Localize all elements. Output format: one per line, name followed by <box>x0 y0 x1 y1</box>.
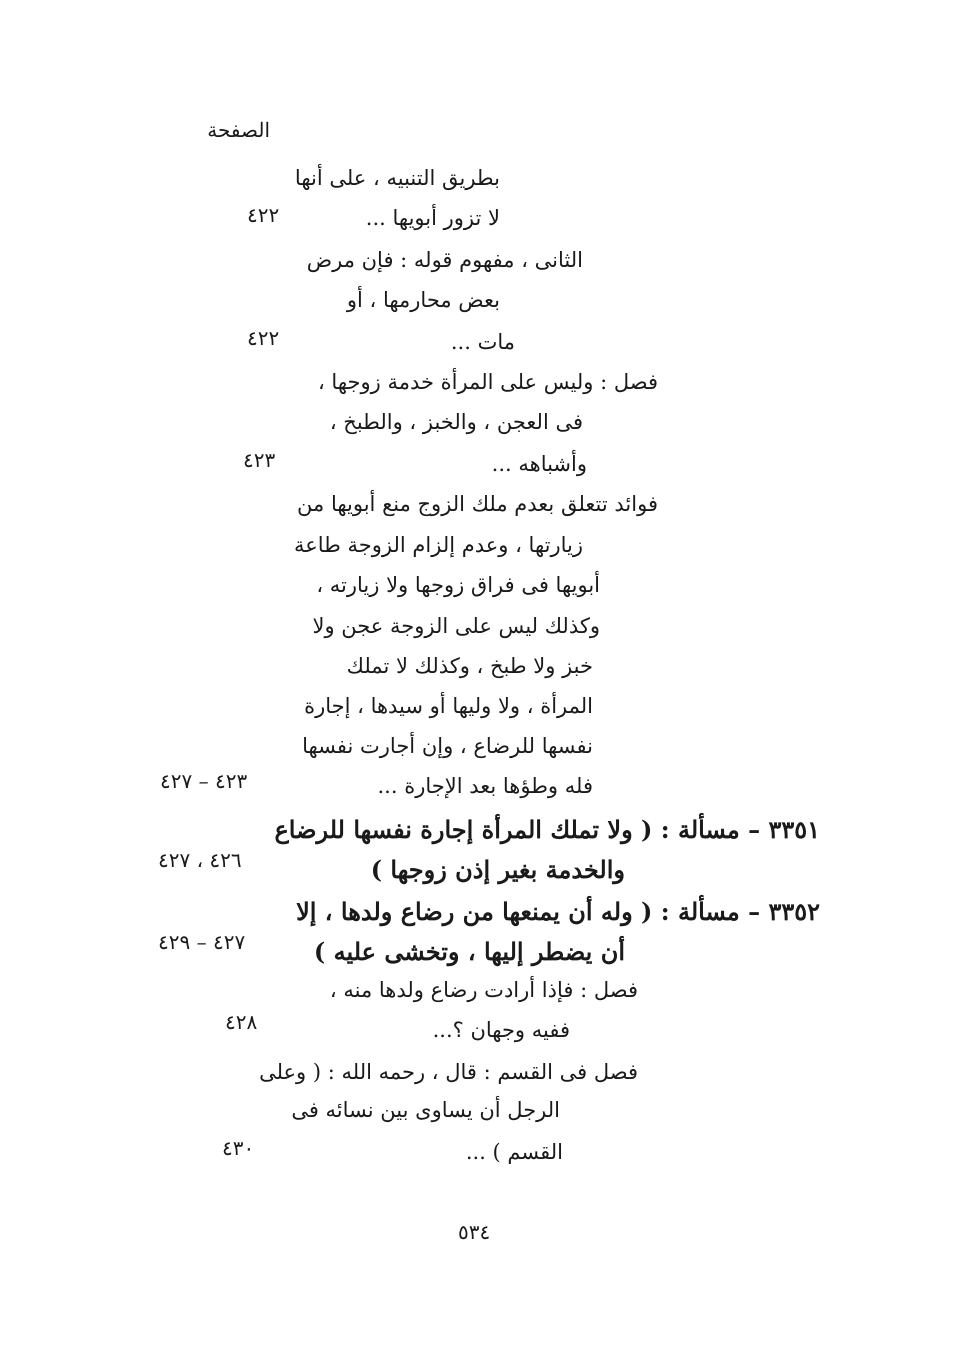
entry-line: أبويها فى فراق زوجها ولا زيارته ، <box>316 573 600 597</box>
entry-page-ref: ٤٢٦ ، ٤٢٧ <box>158 848 242 872</box>
entry-line: الرجل أن يساوى بين نسائه فى <box>291 1098 560 1122</box>
entry-line: فله وطؤها بعد الإجارة ... <box>377 774 593 798</box>
entry-line: نفسها للرضاع ، وإن أجارت نفسها <box>302 734 593 758</box>
entry-line: خبز ولا طبخ ، وكذلك لا تملك <box>346 654 593 678</box>
entry-page-ref: ٤٢٣ <box>243 448 276 472</box>
entry-line: فصل : فإذا أرادت رضاع ولدها منه ، <box>329 978 638 1002</box>
entry-page-ref: ٤٢٧ – ٤٢٩ <box>158 930 246 954</box>
entry-page-ref: ٤٣٠ <box>222 1136 255 1160</box>
page-number: ٥٣٤ <box>458 1220 491 1244</box>
entry-line: وأشباهه ... <box>491 452 587 476</box>
entry-page-ref: ٤٢٢ <box>247 326 280 350</box>
entry-line: فوائد تتعلق بعدم ملك الزوج منع أبويها من <box>297 492 658 516</box>
entry-line: القسم ) ... <box>465 1140 563 1164</box>
page-column-header: الصفحة <box>207 118 270 142</box>
issue-heading-line: والخدمة بغير إذن زوجها ) <box>370 855 625 884</box>
entry-line: المرأة ، ولا وليها أو سيدها ، إجارة <box>304 694 593 718</box>
entry-line: مات ... <box>450 330 515 354</box>
entry-page-ref: ٤٢٨ <box>225 1010 258 1034</box>
entry-line: زيارتها ، وعدم إلزام الزوجة طاعة <box>293 533 583 557</box>
entry-line: لا تزور أبويها ... <box>365 206 500 230</box>
entry-line: فصل فى القسم : قال ، رحمه الله : ( وعلى <box>259 1060 638 1084</box>
entry-page-ref: ٤٢٣ – ٤٢٧ <box>160 769 248 793</box>
entry-line: بعض محارمها ، أو <box>346 288 500 312</box>
entry-line: بطريق التنبيه ، على أنها <box>294 166 500 190</box>
issue-heading-line: ٣٣٥١ – مسألة : ( ولا تملك المرأة إجارة نفسها للرضاع <box>274 815 820 844</box>
entry-page-ref: ٤٢٢ <box>247 203 280 227</box>
entry-line: فى العجن ، والخبز ، والطبخ ، <box>329 410 583 434</box>
entry-line: الثانى ، مفهوم قوله : فإن مرض <box>306 248 583 272</box>
entry-line: ففيه وجهان ؟... <box>432 1018 570 1042</box>
entry-line: فصل : وليس على المرأة خدمة زوجها ، <box>317 370 658 394</box>
entry-line: وكذلك ليس على الزوجة عجن ولا <box>312 614 600 638</box>
issue-heading-line: أن يضطر إليها ، وتخشى عليه ) <box>313 937 625 966</box>
issue-heading-line: ٣٣٥٢ – مسألة : ( وله أن يمنعها من رضاع ولدها ، إلا <box>296 897 820 926</box>
